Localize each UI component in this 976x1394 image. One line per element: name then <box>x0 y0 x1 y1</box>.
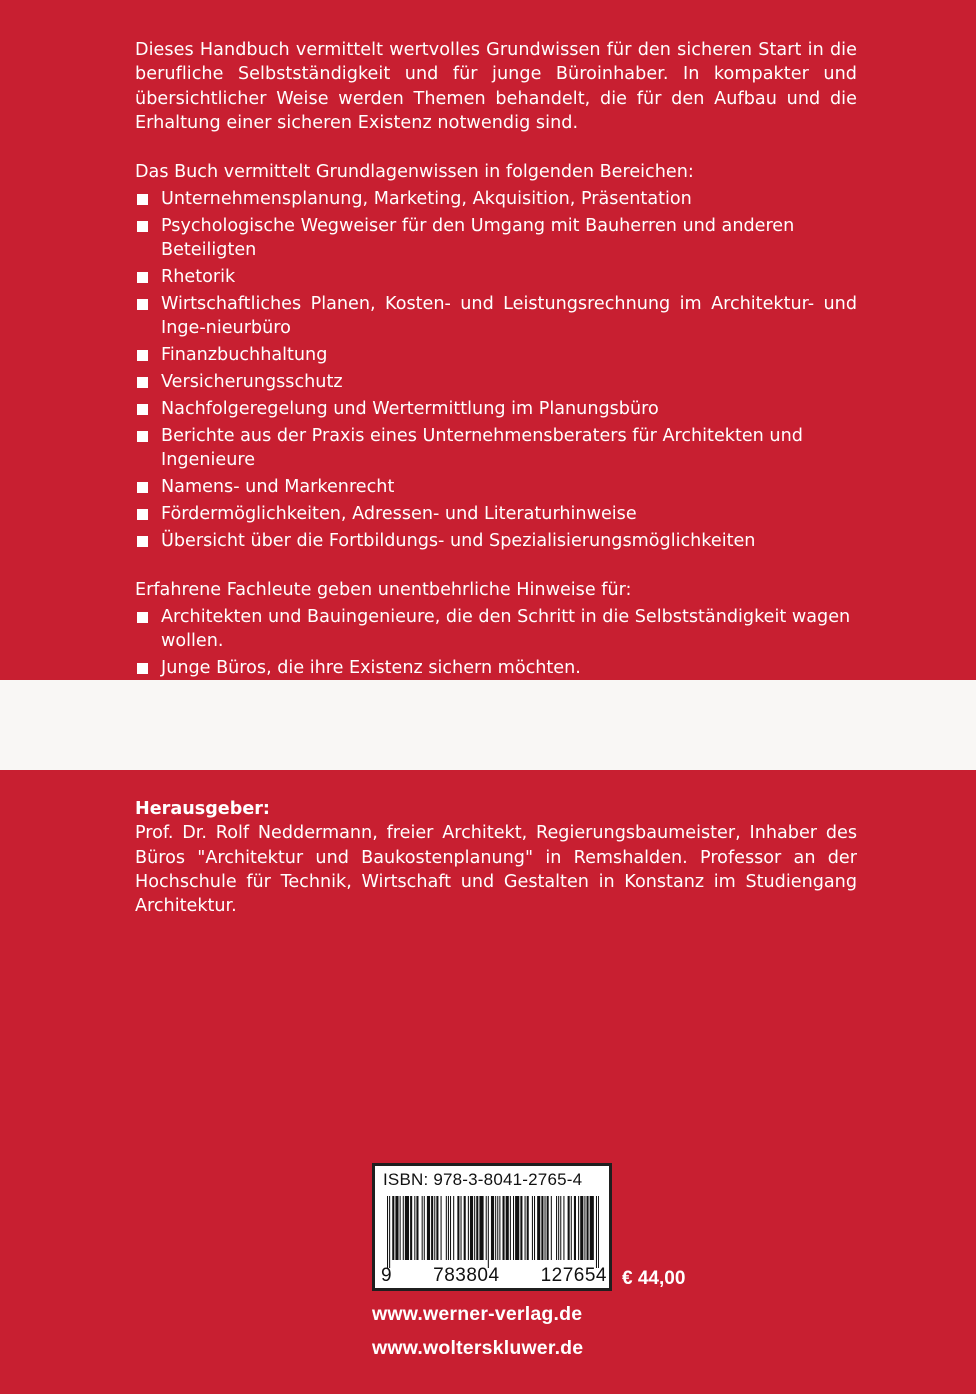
bullet-square-icon <box>137 350 148 361</box>
bullet-square-icon <box>137 431 148 442</box>
list-item: Übersicht über die Fortbildungs- und Spezialisierungsmöglichkeiten <box>135 529 857 553</box>
list-item: Architekten und Bauingenieure, die den Schritt in die Selbstständigkeit wagen wollen. <box>135 605 857 654</box>
list-item: Berichte aus der Praxis eines Unternehmensberaters für Architekten und Ingenieure <box>135 424 857 473</box>
barcode-digits <box>381 1265 607 1287</box>
bullet-square-icon <box>137 536 148 547</box>
list-item: Namens- und Markenrecht <box>135 475 857 499</box>
bullet-square-icon <box>137 221 148 232</box>
areas-list <box>135 187 857 553</box>
barcode-bars-icon <box>387 1196 599 1268</box>
experts-lead: Erfahrene Fachleute geben unentbehrliche Hinweise für: <box>135 580 632 601</box>
barcode-digit-group: 127654 <box>540 1265 607 1286</box>
white-band <box>0 680 976 770</box>
intro-paragraph: Dieses Handbuch vermittelt wertvolles Grundwissen für den sicheren Start in die berufliche Selbstständigkeit und für junge Büroinhaber. In kompakter und übersichtlicher Weise werden Themen behandelt, die für den Aufbau und die Erhaltung einer sicheren Existenz notwendig sind. <box>135 40 857 133</box>
list-item: Rhetorik <box>135 265 857 289</box>
bullet-square-icon <box>137 404 148 415</box>
list-item: Psychologische Wegweiser für den Umgang mit Bauherren und anderen Beteiligten <box>135 214 857 263</box>
areas-lead: Das Buch vermittelt Grundlagenwissen in folgenden Bereichen: <box>135 162 694 183</box>
description-block <box>135 38 857 732</box>
list-item: Nachfolgeregelung und Wertermittlung im Planungsbüro <box>135 397 857 421</box>
bullet-square-icon <box>137 612 148 623</box>
barcode-digit-group: 9 <box>381 1265 393 1286</box>
isbn-label: ISBN: 978-3-8041-2765-4 <box>383 1170 583 1189</box>
publisher-heading: Herausgeber: <box>135 799 270 819</box>
list-item: Wirtschaftliches Planen, Kosten- und Leistungsrechnung im Architektur- und Inge-nieurbüro <box>135 292 857 341</box>
list-item: Unternehmensplanung, Marketing, Akquisition, Präsentation <box>135 187 857 211</box>
list-item: Fördermöglichkeiten, Adressen- und Literaturhinweise <box>135 502 857 526</box>
bullet-square-icon <box>137 509 148 520</box>
bullet-square-icon <box>137 272 148 283</box>
bullet-square-icon <box>137 482 148 493</box>
isbn-barcode <box>372 1163 612 1291</box>
list-item: Junge Büros, die ihre Existenz sichern möchten. <box>135 656 857 680</box>
price: € 44,00 <box>622 1268 686 1289</box>
list-item: Finanzbuchhaltung <box>135 343 857 367</box>
bullet-square-icon <box>137 299 148 310</box>
publisher-url: www.werner-verlag.de <box>372 1303 583 1325</box>
list-item: Versicherungsschutz <box>135 370 857 394</box>
publisher-text: Prof. Dr. Rolf Neddermann, freier Architekt, Regierungsbaumeister, Inhaber des Büros "Architektur und Baukostenplanung" in Remshalden. Professor an der Hochschule für Technik, Wirtschaft und Gestalten in Konstanz im Studiengang Architektur. <box>135 823 857 917</box>
bullet-square-icon <box>137 663 148 674</box>
bullet-square-icon <box>137 194 148 205</box>
bullet-square-icon <box>137 377 148 388</box>
barcode-digit-group: 783804 <box>433 1265 500 1286</box>
publisher-url: www.wolterskluwer.de <box>372 1337 584 1359</box>
publisher-block <box>135 797 857 918</box>
